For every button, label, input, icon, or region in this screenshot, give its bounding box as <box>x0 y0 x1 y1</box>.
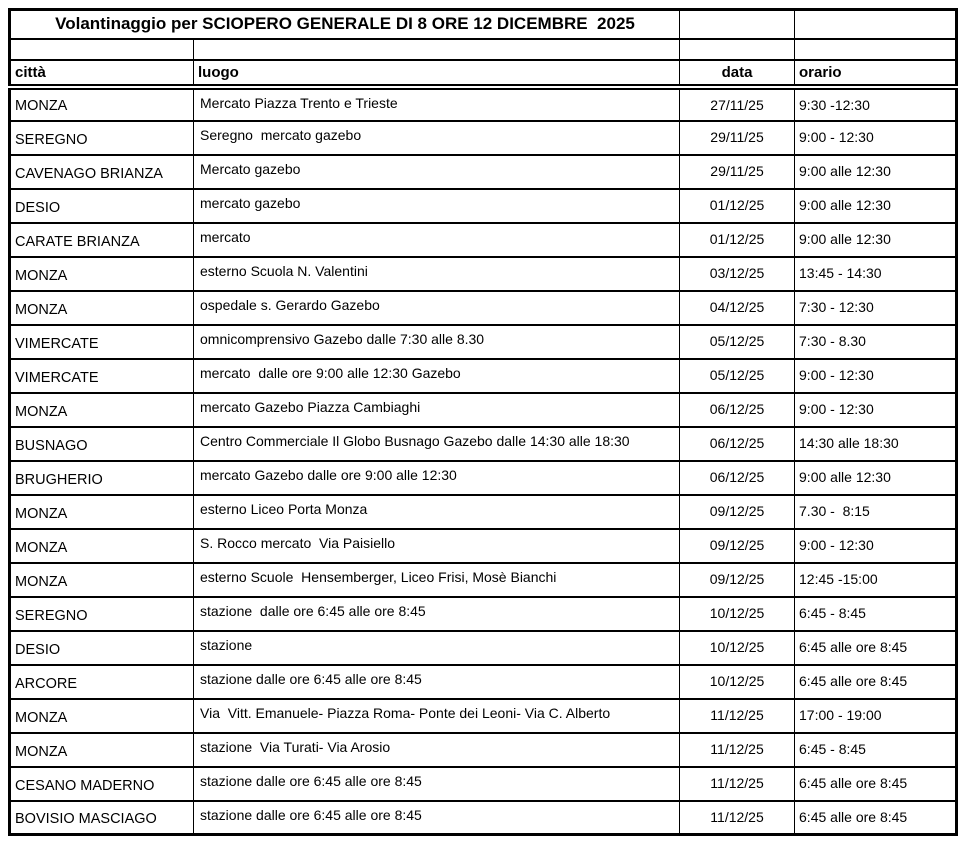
city-cell: MONZA <box>10 529 194 563</box>
time-cell: 17:00 - 19:00 <box>795 699 957 733</box>
city-cell: MONZA <box>10 393 194 427</box>
column-header-date: data <box>680 60 795 87</box>
table-row <box>10 121 957 155</box>
column-header-place: luogo <box>194 60 680 87</box>
table-row <box>10 767 957 801</box>
city-cell: MONZA <box>10 495 194 529</box>
table-row <box>10 495 957 529</box>
date-cell: 06/12/25 <box>680 393 795 427</box>
table-row <box>10 529 957 563</box>
city-cell: VIMERCATE <box>10 359 194 393</box>
table-row <box>10 461 957 495</box>
time-cell: 6:45 - 8:45 <box>795 597 957 631</box>
time-cell: 6:45 alle ore 8:45 <box>795 665 957 699</box>
place-cell: mercato gazebo <box>194 189 680 223</box>
time-cell: 6:45 - 8:45 <box>795 733 957 767</box>
place-cell: mercato <box>194 223 680 257</box>
time-cell: 7:30 - 12:30 <box>795 291 957 325</box>
place-cell: S. Rocco mercato Via Paisiello <box>194 529 680 563</box>
time-cell: 9:00 alle 12:30 <box>795 155 957 189</box>
page-title: Volantinaggio per SCIOPERO GENERALE DI 8 ORE 12 DICEMBRE 2025 <box>10 10 680 39</box>
date-cell: 09/12/25 <box>680 529 795 563</box>
table-row <box>10 257 957 291</box>
time-cell: 9:00 alle 12:30 <box>795 223 957 257</box>
date-cell: 09/12/25 <box>680 563 795 597</box>
city-cell: BRUGHERIO <box>10 461 194 495</box>
table-row <box>10 393 957 427</box>
time-cell: 6:45 alle ore 8:45 <box>795 767 957 801</box>
time-cell: 9:00 - 12:30 <box>795 121 957 155</box>
time-cell: 13:45 - 14:30 <box>795 257 957 291</box>
table-row <box>10 155 957 189</box>
place-cell: mercato Gazebo dalle ore 9:00 alle 12:30 <box>194 461 680 495</box>
table-head <box>10 10 957 87</box>
time-cell: 9:00 - 12:30 <box>795 393 957 427</box>
table-body <box>10 87 957 835</box>
time-cell: 12:45 -15:00 <box>795 563 957 597</box>
date-cell: 10/12/25 <box>680 631 795 665</box>
date-cell: 09/12/25 <box>680 495 795 529</box>
place-cell: stazione Via Turati- Via Arosio <box>194 733 680 767</box>
column-header-city: città <box>10 60 194 87</box>
place-cell: Via Vitt. Emanuele- Piazza Roma- Ponte dei Leoni- Via C. Alberto <box>194 699 680 733</box>
time-cell: 9:00 - 12:30 <box>795 359 957 393</box>
date-cell: 27/11/25 <box>680 87 795 121</box>
place-cell: ospedale s. Gerardo Gazebo <box>194 291 680 325</box>
spacer-place-cell <box>194 39 680 60</box>
spacer-row <box>10 39 957 60</box>
header-row <box>10 60 957 87</box>
city-cell: BUSNAGO <box>10 427 194 461</box>
title-row-empty-date-cell <box>680 10 795 39</box>
column-header-time: orario <box>795 60 957 87</box>
time-cell: 9:00 - 12:30 <box>795 529 957 563</box>
place-cell: stazione dalle ore 6:45 alle ore 8:45 <box>194 597 680 631</box>
place-cell: stazione dalle ore 6:45 alle ore 8:45 <box>194 665 680 699</box>
date-cell: 10/12/25 <box>680 597 795 631</box>
table-row <box>10 325 957 359</box>
city-cell: MONZA <box>10 87 194 121</box>
city-cell: CAVENAGO BRIANZA <box>10 155 194 189</box>
date-cell: 11/12/25 <box>680 767 795 801</box>
spacer-city-cell <box>10 39 194 60</box>
city-cell: MONZA <box>10 291 194 325</box>
place-cell: stazione <box>194 631 680 665</box>
table-row <box>10 801 957 835</box>
city-cell: DESIO <box>10 631 194 665</box>
place-cell: Mercato gazebo <box>194 155 680 189</box>
place-cell: esterno Scuole Hensemberger, Liceo Frisi, Mosè Bianchi <box>194 563 680 597</box>
place-cell: stazione dalle ore 6:45 alle ore 8:45 <box>194 801 680 835</box>
date-cell: 11/12/25 <box>680 733 795 767</box>
table-row <box>10 699 957 733</box>
city-cell: SEREGNO <box>10 597 194 631</box>
place-cell: esterno Scuola N. Valentini <box>194 257 680 291</box>
date-cell: 29/11/25 <box>680 155 795 189</box>
date-cell: 04/12/25 <box>680 291 795 325</box>
time-cell: 9:00 alle 12:30 <box>795 461 957 495</box>
city-cell: ARCORE <box>10 665 194 699</box>
spacer-date-cell <box>680 39 795 60</box>
table-row <box>10 665 957 699</box>
date-cell: 01/12/25 <box>680 223 795 257</box>
date-cell: 29/11/25 <box>680 121 795 155</box>
date-cell: 06/12/25 <box>680 427 795 461</box>
table-row <box>10 631 957 665</box>
time-cell: 6:45 alle ore 8:45 <box>795 631 957 665</box>
city-cell: CESANO MADERNO <box>10 767 194 801</box>
table-row <box>10 597 957 631</box>
city-cell: MONZA <box>10 563 194 597</box>
date-cell: 11/12/25 <box>680 699 795 733</box>
time-cell: 14:30 alle 18:30 <box>795 427 957 461</box>
place-cell: stazione dalle ore 6:45 alle ore 8:45 <box>194 767 680 801</box>
city-cell: VIMERCATE <box>10 325 194 359</box>
table-row <box>10 427 957 461</box>
table-row <box>10 563 957 597</box>
table-row <box>10 733 957 767</box>
city-cell: CARATE BRIANZA <box>10 223 194 257</box>
place-cell: Mercato Piazza Trento e Trieste <box>194 87 680 121</box>
place-cell: mercato dalle ore 9:00 alle 12:30 Gazebo <box>194 359 680 393</box>
place-cell: omnicomprensivo Gazebo dalle 7:30 alle 8.30 <box>194 325 680 359</box>
date-cell: 01/12/25 <box>680 189 795 223</box>
city-cell: MONZA <box>10 257 194 291</box>
table-row <box>10 87 957 121</box>
city-cell: MONZA <box>10 733 194 767</box>
date-cell: 11/12/25 <box>680 801 795 835</box>
city-cell: BOVISIO MASCIAGO <box>10 801 194 835</box>
place-cell: Centro Commerciale Il Globo Busnago Gazebo dalle 14:30 alle 18:30 <box>194 427 680 461</box>
table-row <box>10 189 957 223</box>
table-row <box>10 223 957 257</box>
table-row <box>10 291 957 325</box>
time-cell: 7:30 - 8.30 <box>795 325 957 359</box>
date-cell: 10/12/25 <box>680 665 795 699</box>
volantinaggio-table <box>8 8 958 836</box>
city-cell: MONZA <box>10 699 194 733</box>
title-row <box>10 10 957 39</box>
time-cell: 9:30 -12:30 <box>795 87 957 121</box>
place-cell: Seregno mercato gazebo <box>194 121 680 155</box>
time-cell: 7.30 - 8:15 <box>795 495 957 529</box>
table-row <box>10 359 957 393</box>
date-cell: 05/12/25 <box>680 325 795 359</box>
city-cell: DESIO <box>10 189 194 223</box>
spacer-time-cell <box>795 39 957 60</box>
place-cell: mercato Gazebo Piazza Cambiaghi <box>194 393 680 427</box>
date-cell: 05/12/25 <box>680 359 795 393</box>
time-cell: 6:45 alle ore 8:45 <box>795 801 957 835</box>
date-cell: 06/12/25 <box>680 461 795 495</box>
title-row-empty-time-cell <box>795 10 957 39</box>
date-cell: 03/12/25 <box>680 257 795 291</box>
city-cell: SEREGNO <box>10 121 194 155</box>
time-cell: 9:00 alle 12:30 <box>795 189 957 223</box>
place-cell: esterno Liceo Porta Monza <box>194 495 680 529</box>
